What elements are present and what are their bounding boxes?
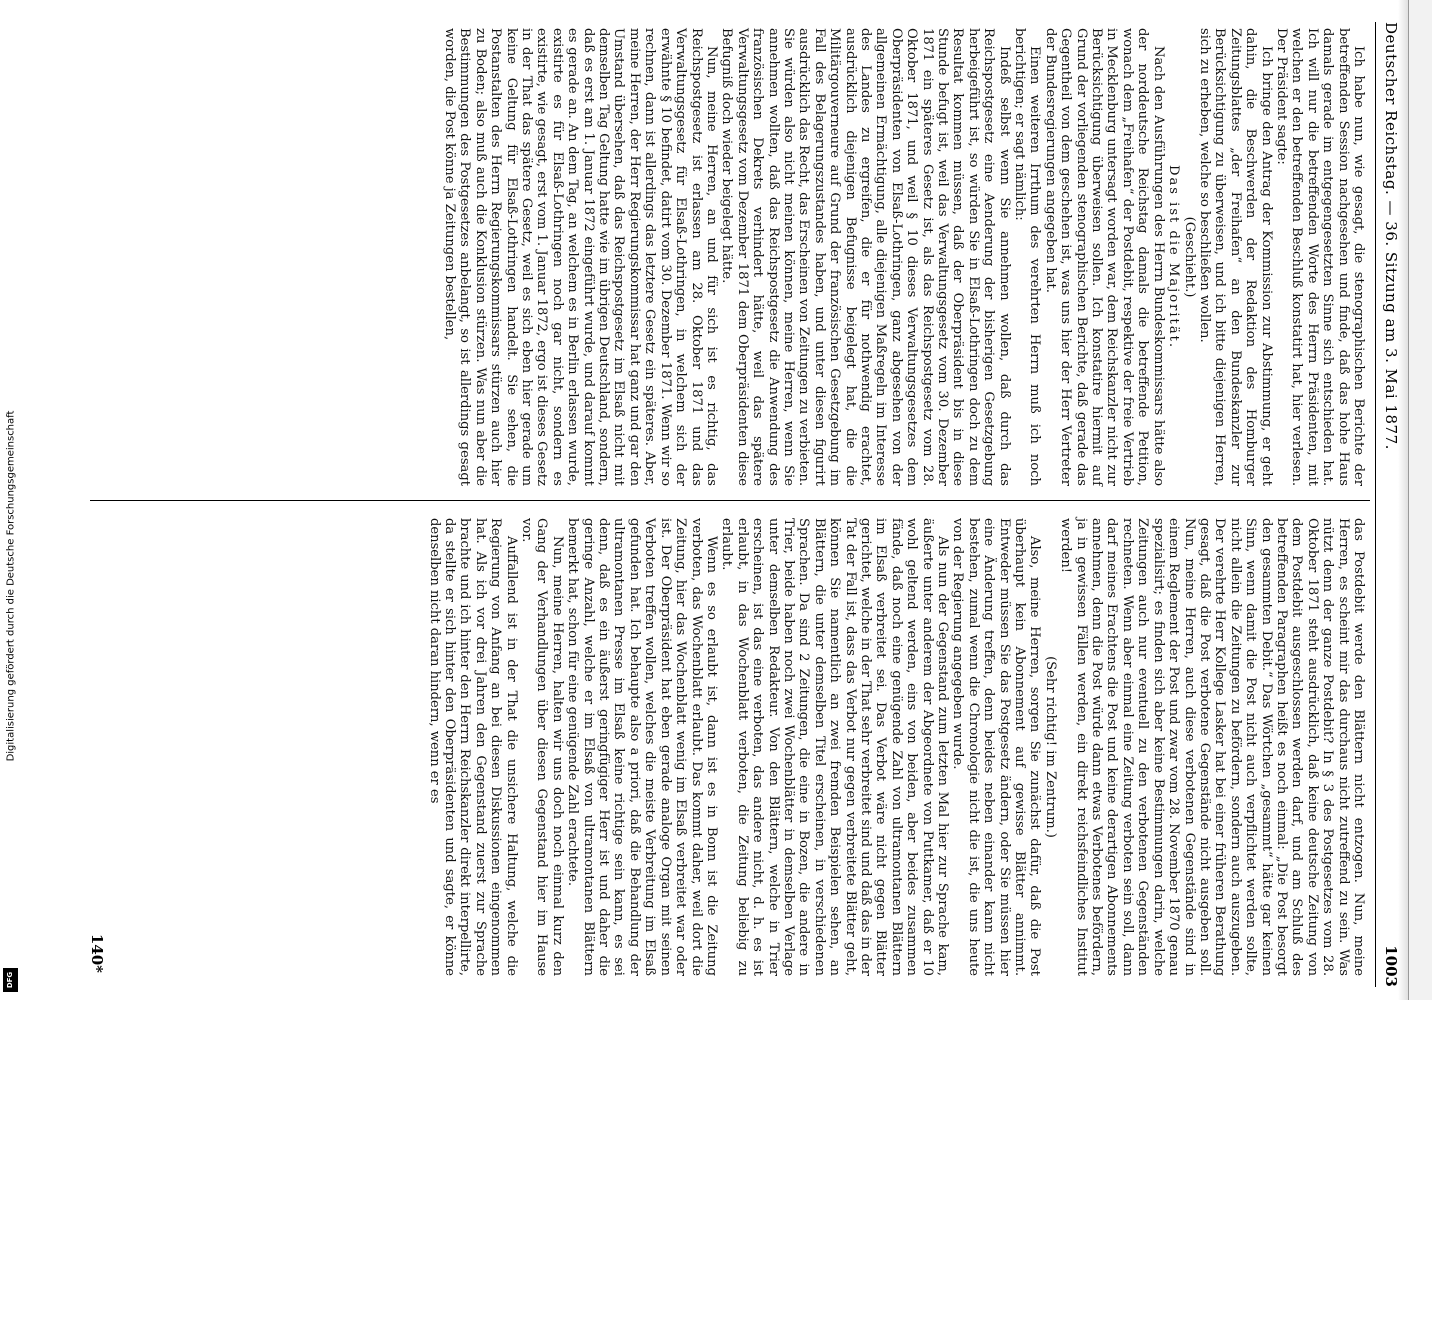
column-divider (90, 500, 1370, 501)
page-header (1375, 22, 1406, 987)
paragraph: (Sehr richtig! im Zentrum.) (1042, 656, 1058, 838)
page-content (86, 22, 1406, 987)
right-column (426, 518, 1366, 976)
paragraph: Nun, meine Herren, halten wir uns doch noch einmal kurz den Gang der Verhandlungen über diesen Gegenstand hier im Hause vor. (519, 518, 565, 976)
sheet-signature: 140* (88, 933, 106, 973)
paragraph: Ich habe nun, wie gesagt, die stenographischen Berichte der betreffenden Session nachgesehen und finde, daß das hohe Haus damals gerade im entgegengesetzten Sinne sich entschieden hat. Ich will nur die betreffenden Worte des Herrn Präsidenten, mit welchen er den betreffenden Beschluß konstatirt hat, hier verlesen. Der Präsident sagte: (1273, 28, 1366, 486)
paragraph: Indeß selbst wenn Sie annehmen wollen, daß durch das Reichspostgesetz eine Aenderung der bisherigen Gesetzgebung herbeigeführt ist, so würden Sie in Elsaß-Lothringen doch zu dem Resultat kommen müssen, daß der Oberpräsident bis in diese Stunde befugt ist, weil das Verwaltungsgesetz vom 30. Dezember 1871 ein späteres Gesetz ist, als das Reichspostgesetz vom 28. Oktober 1871, und weil § 10 dieses Verwaltungsgesetzes dem Oberpräsidenten von Elsaß-Lothringen, ganz abgesehen von der allgemeinen Ermächtigung, alle diejenigen Maßregeln im Interesse des Landes zu ergreifen, die er für nothwendig erachtet, ausdrücklich diejenigen Befugnisse beigelegt hat, die die Militärgouverneure auf Grund der französischen Gesetzgebung im Fall des Belagerungszustandes haben, und unter diesen figurirt ausdrücklich das Recht, das Erscheinen von Zeitungen zu verbieten. Sie würden also nicht meinen können, meine Herren, wenn Sie annehmen wollten, daß das Reichspostgesetz die Anwendung des französischen Dekrets verhindert hätte, weil das spätere Verwaltungsgesetz vom Dezember 1871 dem Oberpräsidenten diese Befugniß doch wieder beigelegt hätte. (719, 28, 1012, 486)
paragraph: Einen weiteren Irrthum des verehrten Herrn muß ich noch berichtigen; er sagt nämlich: (1012, 28, 1043, 486)
dfg-logo (3, 968, 18, 992)
paragraph: Also, meine Herren, sorgen Sie zunächst dafür, daß die Post überhaupt kein Abonnement auf gewisse Blätter annimmt. Entweder müssen Sie das Postgesetz ändern, oder Sie müssen hier eine Änderung treffen, denn beides neben einander kann nicht bestehen, zumal wenn die Chronologie nicht die ist, die uns heute von der Regierung angegeben wurde. (950, 518, 1043, 976)
paragraph: Als nun der Gegenstand zum letzten Mal hier zur Sprache kam, äußerte unter anderem der Abgeordnete von Puttkamer, daß er 10 wohl geltend werden, eins von beiden, aber beides zusammen fände, daß noch eine genügende Zahl von ultramontanen Blättern im Elsaß verbreitet sei. Das Verbot wäre nicht gegen Blätter gerichtet, welche in der That sehr verbreitet sind und daß das in der Tat der Fall ist, dass das Verbot nur gegen verbreitete Blätter geht, können Sie namentlich an zwei fremden Beispielen sehen, an Blättern, die unter demselben Titel erscheinen, in verschiedenen Sprachen. Da sind 2 Zeitungen, die eine in Bozen, die andere in Trier, beide haben noch zwei Wochenblätter in demselben Verlage unter demselben Redakteur. Von den Blättern, welche in Trier erscheinen, ist das eine verboten, das andere nicht, d. h. es ist erlaubt, in das Wochenblatt verboten, die Zeitung beliebig zu erlaubt. (719, 518, 951, 976)
scanned-page (86, 22, 1406, 987)
paragraph: Nun, meine Herren, an und für sich ist es richtig, das Reichspostgesetz ist erlassen am 28. Oktober 1871 und das Verwaltungsgesetz für Elsaß-Lothringen, in welchem sich der erwähnte § 10 befindet, datirt vom 30. Dezember 1871. Wenn wir so rechnen, dann ist allerdings das letztere Gesetz ein späteres. Aber, meine Herren, der Herr Regierungskommissar hat ganz und gar den Umstand übersehen, daß das Reichspostgesetz im Elsaß nicht mit demselben Tag Geltung hatte wie im übrigen Deutschland, sondern, daß es erst am 1. Januar 1872 eingeführt wurde, und darauf kommt es gerade an. An dem Tag, an welchem es in Berlin erlassen wurde, existirte es für Elsaß-Lothringen noch gar nicht, sondern es existirte, wie gesagt, erst vom 1. Januar 1872, ergo ist dieses Gesetz in der That das spätere Gesetz, weil es sich eben hier gerade um keine Geltung für Elsaß-Lothringen handelt. Sie sehen, die Postanstalten des Herrn Regierungskommissars stürzen auch hier zu Boden; also muß auch die Konklusion stürzen. Was nun aber die Bestimmungen des Postgesetzes anbelangt, so ist allerdings gesagt worden, die Post könne ja Zeitungen bestellen, (442, 28, 719, 486)
page-rotated (88, 22, 1406, 1342)
paragraph: das Postdebit werde den Blättern nicht entzogen. Nun, meine Herren, es scheint mir das durchaus nicht zutreffend zu sein. Was nützt denn der ganze Postdebit? In § 3 des Postgesetzes vom 28. Oktober 1871 steht ausdrücklich, daß keine deutsche Zeitung von dem Postdebit ausgeschlossen werden darf, und am Schluß des betreffenden Paragraphen heißt es noch einmal: „Die Post besorgt den gesammten Debit.“ Das Wörtchen „gesammt“ hätte gar keinen Sinn, wenn damit die Post nicht auch verpflichtet werden sollte, nicht allein die Zeitungen zu befördern, sondern auch auszugeben. Der verehrte Herr Kollege Lasker hat bei einer früheren Berathung gesagt, daß die Post verbotene Gegenstände nicht ausgeben soll. Nun, meine Herren, auch diese verbotenen Gegenstände sind in einem Reglement der Post und zwar vom 28. November 1870 genau spezialisirt; es finden sich aber keine Bestimmungen darin, welche Zeitungen auch nur eventuell zu den verbotenen Gegenständen rechneten. Wenn aber einmal eine Zeitung verboten sein soll, dann darf meines Erachtens die Post und keine derartigen Abonnements annehmen, denn die Post würde dann etwas Verbotenes befördern, ja in gewissen Fällen werden, ein direkt reichsfeindliches Institut werden! (1058, 518, 1366, 976)
page-number: 1003 (1382, 945, 1400, 987)
paragraph: Das ist die Majorität. (1166, 164, 1182, 350)
paragraph: Nach den Ausführungen des Herrn Bundeskommissars hätte also der norddeutsche Reichstag damals die betreffende Petition, wonach dem „Freihafen“ der Postdebit, respektive der freie Vertrieb in Mecklenburg untersagt worden war, dem Reichskanzler nicht zur Berücksichtigung überweisen sollen. Ich konstatire hiermit auf Grund der vorliegenden stenographischen Berichte, daß gerade das Gegentheil von dem geschehen ist, was uns hier der Herr Vertreter der Bundesregierungen angegeben hat. (1042, 28, 1166, 486)
paragraph: Ich bringe den Antrag der Kommission zur Abstimmung, er geht dahin, die Beschwerden der Redaktion des Homburger Zeitungsblattes „der Freihafen“ an den Bundeskanzler zur Berücksichtigung zu überweisen, und ich bitte diejenigen Herren, sich zu erheben, welche so beschließen wollen. (1196, 28, 1274, 486)
digitization-note: Digitalisierung gefördert durch die Deutsche Forschungsgemeinschaft (5, 410, 17, 762)
digitization-sidebar (0, 0, 22, 1000)
page-edge (1408, 0, 1432, 1000)
page-title: Deutscher Reichstag. — 36. Sitzung am 3. Mai 1877. (1382, 22, 1400, 450)
paragraph: (Geschieht.) (1181, 216, 1197, 298)
dfg-logo-text: DFG (6, 971, 15, 989)
paragraph: Wenn es so erlaubt ist, dann ist es in Bonn ist die Zeitung verboten, das Wochenblatt erlaubt. Das kommt daher, weil dort die Zeitung, hier das Wochenblatt wenig im Elsaß verbreitet war oder ist. Der Oberpräsident hat eben gerade analoge Organ mit seinen Verboten treffen wollen, welches die meiste Verbreitung im Elsaß gefunden hat. Ich behaupte also a priori, daß die Behandlung der ultramontanen Presse im Elsaß keine richtige sein kann, es sei denn, daß es ein äußerst geringfügiger Herr ist und daher die geringe Anzahl, welche er im Elsaß von ultramontanen Blättern bemerkt hat, schon für eine genügende Zahl erachtete. (565, 518, 719, 976)
left-column (442, 28, 1366, 486)
paragraph: Auffallend ist in der That die unsichere Haltung, welche die Regierung von Anfang an bei diesen Diskussionen eingenommen hat. Als ich vor drei Jahren den Gegenstand zuerst zur Sprache brachte und ich hinter den Herrn Reichskanzler direkt interpellirte, da stellte er sich hinter den Oberpräsidenten und sagte, er könne denselben nicht daran hindern, wenn er es (426, 518, 519, 976)
